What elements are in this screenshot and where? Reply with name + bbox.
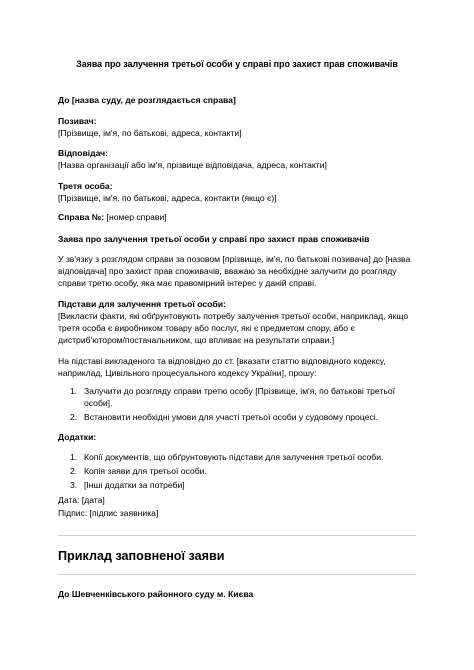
divider	[58, 574, 416, 575]
defendant-value: [Назва організації або ім'я, прізвище відповідача, адреса, контакти]	[58, 160, 327, 170]
third-party-label: Третя особа:	[58, 181, 113, 191]
grounds-section	[58, 298, 416, 346]
request-number: 1.	[70, 386, 78, 396]
attachment-text: [Інші додатки за потреби]	[84, 480, 185, 490]
case-label: Справа №:	[58, 212, 105, 222]
attachment-text: Копії документів, що обґрунтовують підстави для залучення третьої особи.	[84, 452, 384, 462]
date-line: Дата: [дата]	[58, 495, 105, 505]
grounds-text: [Викласти факти, які обґрунтовують потребу залучення третьої особи, наприклад, якщо третя особа є виробником товару або послуг, які є предметом спору, або є дистриб'ютором/постачальником, що впливає на результати справи.]	[58, 311, 409, 345]
attachment-text: Копія заяви для третьої особи.	[84, 466, 207, 476]
attachments-label: Додатки:	[58, 432, 97, 442]
statement-subtitle: Заява про залучення третьої особи у справі про захист прав споживачів	[58, 234, 370, 244]
requests-list	[58, 385, 416, 425]
document-title: Заява про залучення третьої особи у справі про захист прав споживачів	[76, 59, 398, 69]
attachment-number: 1.	[70, 452, 78, 462]
attachment-item	[70, 479, 416, 491]
defendant-section	[58, 147, 416, 171]
defendant-label: Відповідач:	[58, 148, 109, 158]
third-party-section	[58, 180, 416, 204]
request-text: Залучити до розгляду справи третю особу [Прізвище, ім'я, по батькові третьої особи].	[84, 386, 396, 408]
grounds-label: Підстави для залучення третьої особи:	[58, 299, 226, 309]
request-text: Встановити необхідні умови для участі третьої особи у судовому процесі.	[84, 412, 379, 422]
divider	[58, 535, 416, 536]
request-item	[70, 411, 416, 423]
example-heading: Приклад заповненої заяви	[58, 549, 225, 563]
request-number: 2.	[70, 412, 78, 422]
attachment-number: 3.	[70, 480, 78, 490]
request-intro: На підставі викладеного та відповідно до ст. [вказати статтю відповідного кодексу, наприклад, Цивільного процесуального кодексу України], прошу:	[58, 356, 386, 378]
plaintiff-label: Позивач:	[58, 116, 97, 126]
attachment-item	[70, 451, 416, 463]
attachment-number: 2.	[70, 466, 78, 476]
signature-line: Підпис: [підпис заявника]	[58, 508, 159, 518]
attachment-item	[70, 465, 416, 477]
intro-paragraph: У зв'язку з розглядом справи за позовом [прізвище, ім'я, по батькові позивача] до [назва відповідача] про захист прав споживачів, вважаю за необхідне залучити до розгляду справи третю особу, яка має правомірний інтерес у даній справі.	[58, 254, 411, 288]
attachments-list	[58, 451, 416, 493]
third-party-value: [Прізвище, ім'я, по батькові, адреса, контакти (якщо є)]	[58, 193, 277, 203]
plaintiff-section	[58, 115, 416, 139]
case-value: [номер справи]	[104, 212, 167, 222]
example-court-address: До Шевченківського районного суду м. Києва	[58, 589, 254, 599]
request-item	[70, 385, 416, 409]
court-address: До [назва суду, де розглядається справа]	[58, 95, 236, 105]
plaintiff-value: [Прізвище, ім'я, по батькові, адреса, контакти]	[58, 128, 242, 138]
case-number	[58, 211, 416, 223]
